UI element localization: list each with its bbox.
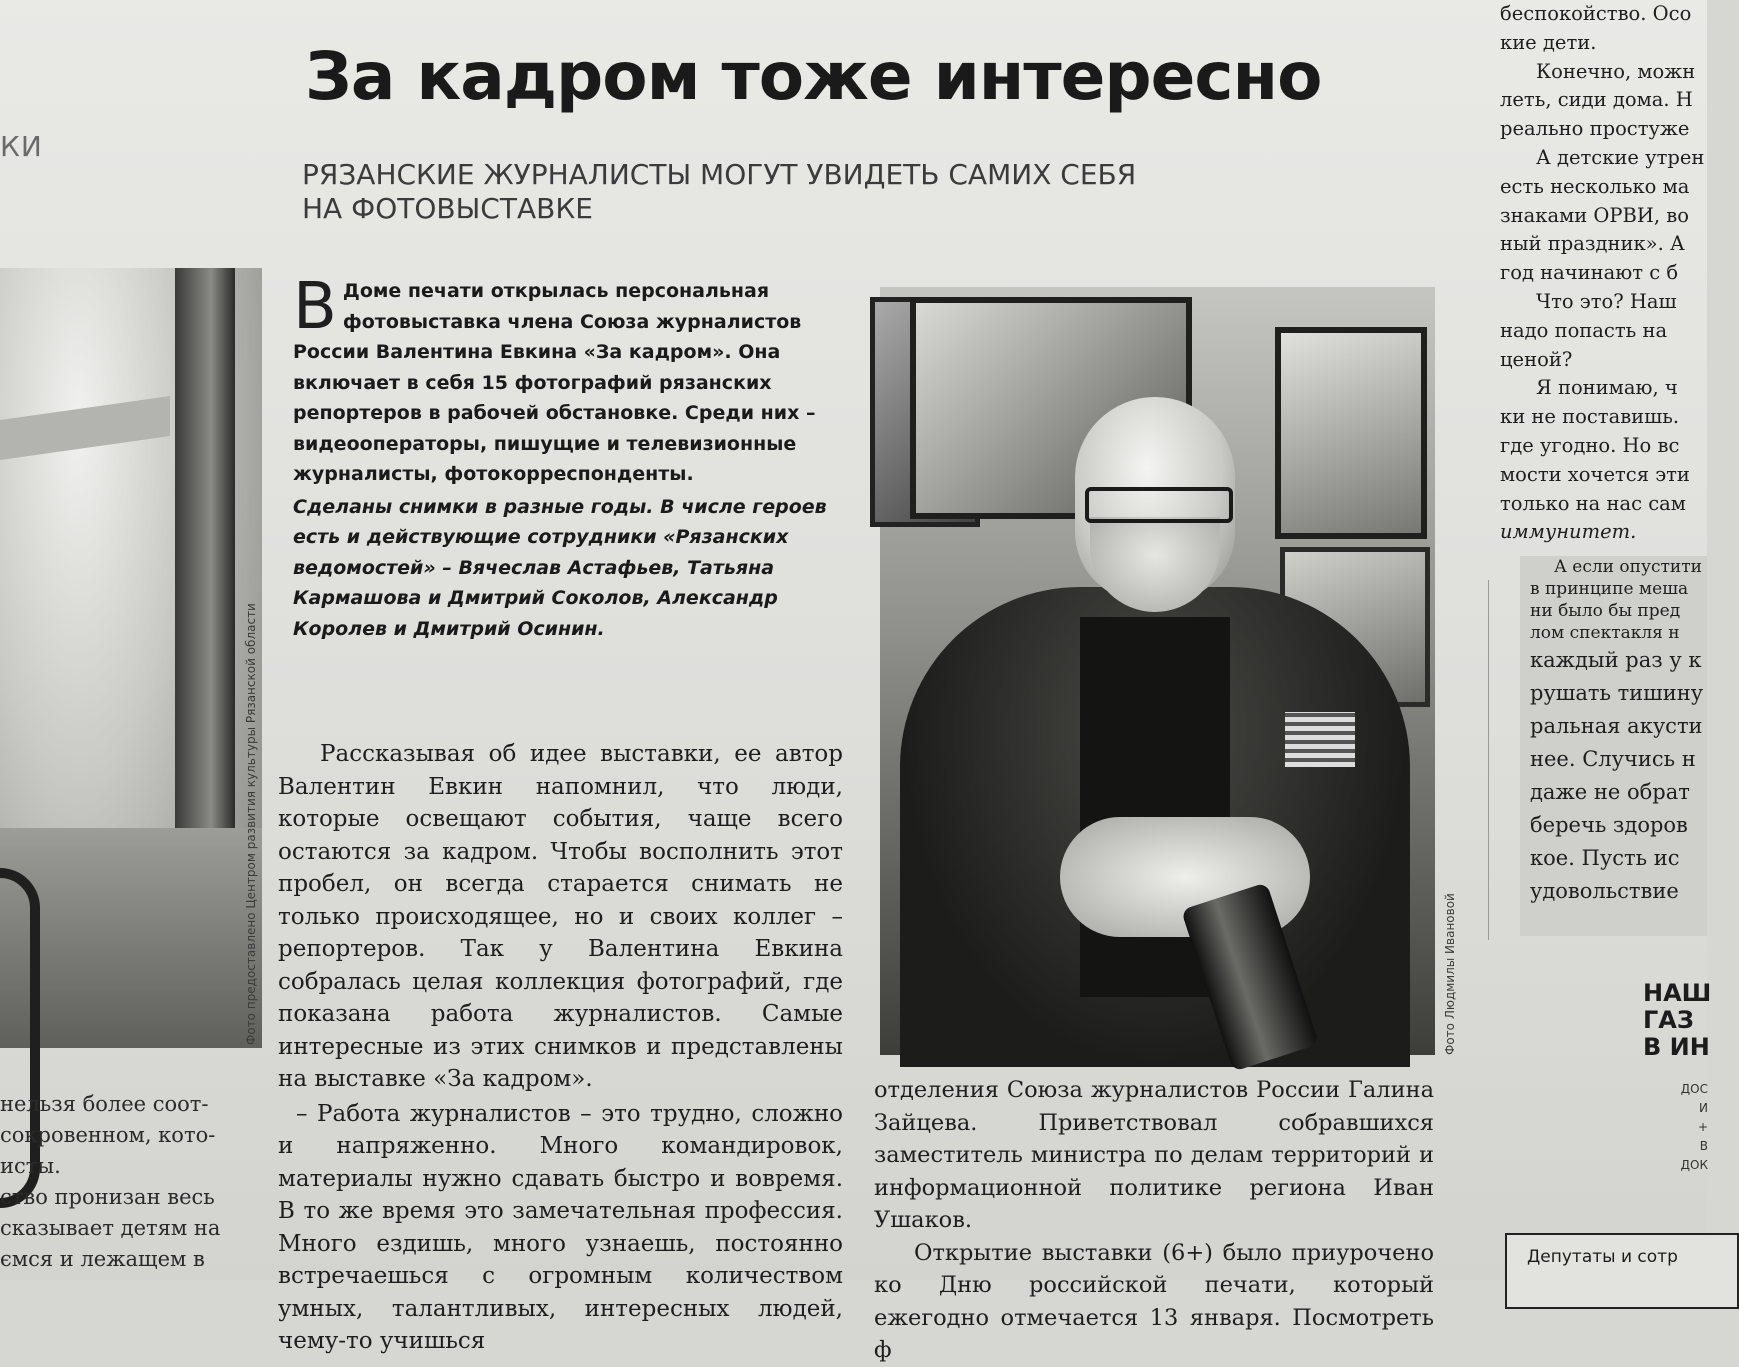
right-box-line: рушать тишину [1530, 681, 1704, 705]
article-headline: За кадром тоже интересно [305, 38, 1322, 115]
right-text-line: А детские утрен [1536, 145, 1705, 169]
left-photo [0, 268, 262, 1048]
right-box-line: ральная акусти [1530, 714, 1703, 738]
left-photo-credit: Фото предоставлено Центром развития культуры Рязанской области [244, 603, 258, 1045]
right-text-line: Конечно, можн [1536, 59, 1696, 83]
right-text-line: есть несколько ма [1500, 174, 1690, 198]
body-paragraph: Открытие выставки (6+) было приурочено ко Дню российской печати, который ежегодно отмечается 13 января. Посмотреть ф [874, 1239, 1434, 1363]
right-text-line: кие дети. [1500, 30, 1597, 54]
right-text-line: леть, сиди дома. Н [1500, 88, 1693, 112]
promo-heading [1643, 980, 1711, 1061]
article-lead [293, 270, 845, 644]
right-box-line: лом спектакля н [1530, 623, 1680, 643]
right-box-line: А если опустити [1554, 557, 1702, 577]
right-box-line: даже не обрат [1530, 780, 1690, 804]
promo-sub-line: В [1699, 1139, 1708, 1153]
right-text-line: мости хочется эти [1500, 462, 1690, 486]
left-text-line: сокровенном, кото- [0, 1123, 216, 1147]
left-text-line: сказывает детям на [0, 1216, 221, 1240]
column-divider [1488, 580, 1489, 940]
article-subhead [302, 158, 1202, 226]
right-box-line: каждый раз у к [1530, 648, 1702, 672]
right-text-line: иммунитет. [1500, 520, 1637, 544]
right-box-line: беречь здоров [1530, 813, 1688, 837]
left-text-line: ство пронизан весь [0, 1185, 215, 1209]
body-paragraph: – Работа журналистов – это трудно, сложно и напряженно. Много командировок, материалы нужно сдавать быстро и вовремя. В то же время это замечательная профессия. Много ездишь, много узнаешь, постоянно встречаешься с огромным количеством умных, талантливых, интересных людей, чему-то учишься [278, 1100, 843, 1354]
right-text-line: ценой? [1500, 347, 1573, 371]
promo-line: НАШ [1643, 979, 1712, 1007]
promo-line: В ИН [1643, 1033, 1710, 1061]
right-text-line: только на нас сам [1500, 491, 1686, 515]
body-paragraph: отделения Союза журналистов России Галина Зайцева. Приветствовал собравшихся заместитель министра по делам территорий и информационной политике региона Иван Ушаков. [874, 1077, 1434, 1233]
subhead-line: НА ФОТОВЫСТАВКЕ [302, 192, 593, 225]
right-box-line: кое. Пусть ис [1530, 846, 1680, 870]
promo-sub-line: + [1697, 1120, 1708, 1134]
right-text-line: надо попасть на [1500, 318, 1668, 342]
main-photo-photographer [880, 287, 1435, 1055]
right-text-line: ный праздник». А [1500, 232, 1685, 256]
promo-sub-line: И [1699, 1101, 1708, 1115]
right-column-text [1500, 0, 1707, 585]
right-text-line: ки не поставишь. [1500, 405, 1680, 429]
right-text-line: год начинают с б [1500, 261, 1679, 285]
promo-sub-line: ДОК [1680, 1158, 1708, 1172]
right-column-boxed-text [1520, 556, 1707, 936]
right-box-line: в принципе меша [1530, 579, 1689, 599]
deputies-box: Депутаты и сотр [1505, 1233, 1739, 1309]
left-column-kicker: КИ [0, 130, 43, 163]
right-box-line: нее. Случись н [1530, 747, 1696, 771]
lead-text: Доме печати открылась персональная фотовыставка члена Союза журналистов России Валентина Евкина «За кадром». Она включает в себя 15 фотографий рязанских репортеров в рабочей обстановке. Среди них – видеооператоры, пишущие и телевизионные журналисты, фотокорреспонденты. [293, 280, 816, 485]
left-text-line: нельзя более соот- [0, 1092, 209, 1116]
right-text-line: реально простуже [1500, 117, 1690, 141]
promo-line: ГАЗ [1643, 1006, 1694, 1034]
right-text-line: где угодно. Но вс [1500, 433, 1680, 457]
right-text-line: беспокойство. Осо [1500, 2, 1692, 25]
right-text-line: Что это? Наш [1536, 289, 1677, 313]
right-text-line: знаками ОРВИ, во [1500, 203, 1689, 227]
article-body-column-2 [874, 1074, 1434, 1367]
lead-italic-text: Сделаны снимки в разные годы. В числе героев есть и действующие сотрудники «Рязанских ведомостей» – Вячеслав Астафьев, Татьяна Кармашова и Дмитрий Соколов, Александр Королев и Дмитрий Осинин. [293, 495, 827, 640]
right-box-line: удовольствие [1530, 879, 1679, 903]
left-text-line: исты. [0, 1154, 61, 1178]
promo-subtext [1668, 1080, 1708, 1175]
promo-sub-line: ДОС [1680, 1082, 1708, 1096]
article-body-column-1 [278, 738, 843, 1358]
main-photo-credit: Фото Людмилы Ивановой [1443, 893, 1457, 1055]
right-box-line: ни было бы пред [1530, 601, 1681, 621]
drop-cap: В [293, 270, 337, 344]
subhead-line: РЯЗАНСКИЕ ЖУРНАЛИСТЫ МОГУТ УВИДЕТЬ САМИХ СЕБЯ [302, 158, 1137, 191]
body-paragraph: Рассказывая об идее выставки, ее автор Валентин Евкин напомнил, что люди, которые освещают события, чаще всего остаются за кадром. Чтобы восполнить этот пробел, он всегда старается снимать не только происходящее, но и своих коллег – репортеров. Так у Валентина Евкина собралась целая коллекция фотографий, где показана работа журналистов. Самые интересные из этих снимков и представлены на выставке «За кадром». [278, 741, 843, 1092]
left-column-text [0, 1092, 240, 1278]
right-text-line: Я понимаю, ч [1536, 376, 1678, 400]
left-text-line: ємся и лежащем в [0, 1247, 205, 1271]
